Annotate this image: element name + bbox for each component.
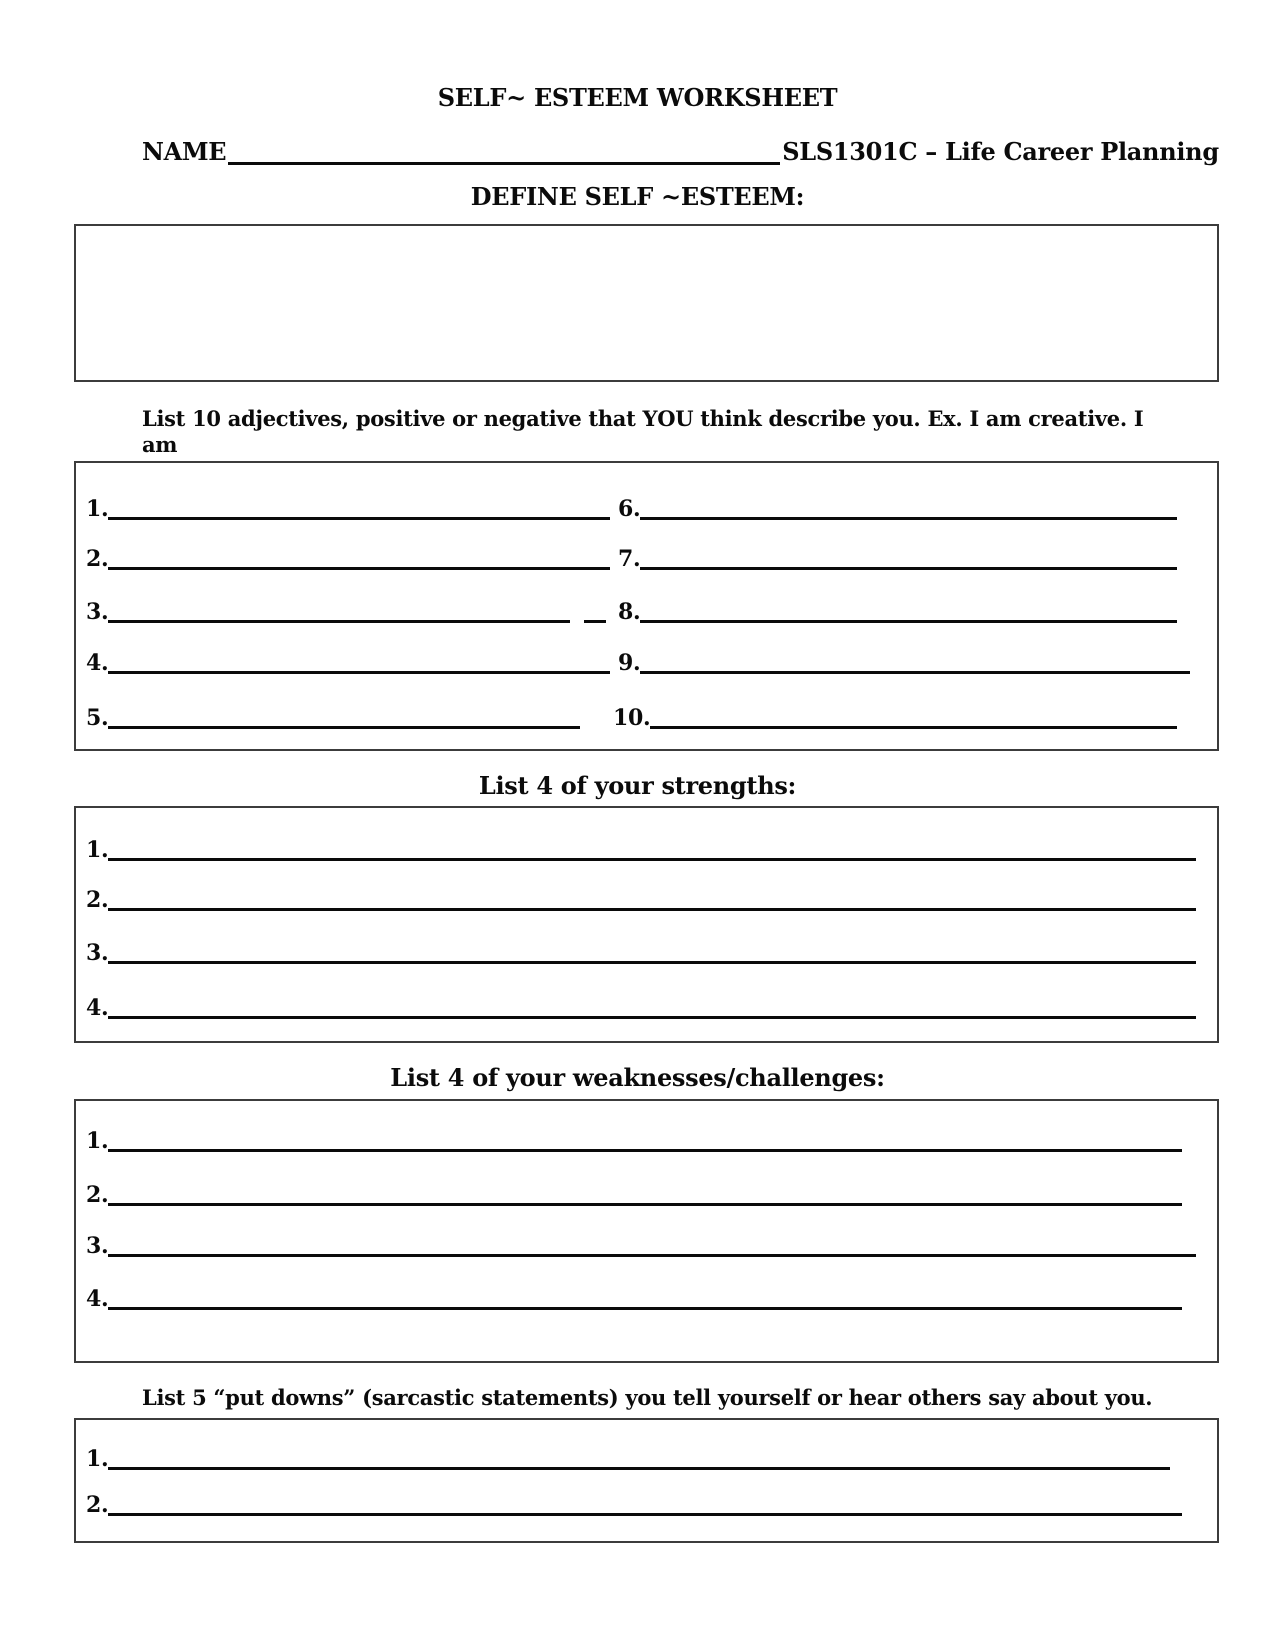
adjective-row-1 bbox=[86, 490, 610, 520]
strength-number-4: 4. bbox=[86, 995, 109, 1021]
adjective-row-4 bbox=[86, 644, 610, 674]
strength-row-1 bbox=[86, 831, 1196, 861]
adjective-number-8: 8. bbox=[618, 599, 641, 625]
adjective-number-3: 3. bbox=[86, 599, 109, 625]
page-title: SELF~ ESTEEM WORKSHEET bbox=[437, 83, 838, 112]
strength-row-2 bbox=[86, 881, 1196, 911]
name-label: NAME bbox=[142, 137, 227, 166]
weakness-number-4: 4. bbox=[86, 1286, 109, 1312]
putdowns-instruction: List 5 “put downs” (sarcastic statements) you tell yourself or hear others say about you. bbox=[142, 1385, 1153, 1410]
strength-number-1: 1. bbox=[86, 837, 109, 863]
adjective-row-2 bbox=[86, 540, 610, 570]
adjective-number-2: 2. bbox=[86, 546, 109, 572]
adjective-answer-line-10[interactable] bbox=[650, 726, 1177, 729]
adjective-number-9: 9. bbox=[618, 650, 641, 676]
adjective-answer-line-5[interactable] bbox=[108, 726, 580, 729]
adjective-answer-line-3-extra[interactable] bbox=[584, 620, 606, 623]
weaknesses-heading: List 4 of your weaknesses/challenges: bbox=[390, 1063, 885, 1092]
strengths-heading: List 4 of your strengths: bbox=[478, 771, 797, 800]
weakness-answer-line-4[interactable] bbox=[108, 1307, 1182, 1310]
adjective-number-6: 6. bbox=[618, 496, 641, 522]
adjective-row-8 bbox=[618, 593, 1177, 623]
weakness-answer-line-3[interactable] bbox=[108, 1254, 1196, 1257]
adjective-answer-line-1[interactable] bbox=[108, 517, 610, 520]
weakness-row-3 bbox=[86, 1227, 1196, 1257]
adjective-answer-line-8[interactable] bbox=[640, 620, 1177, 623]
adjective-answer-line-7[interactable] bbox=[640, 567, 1177, 570]
putdown-number-2: 2. bbox=[86, 1492, 109, 1518]
adjective-row-3 bbox=[86, 593, 606, 623]
weakness-answer-line-1[interactable] bbox=[108, 1149, 1182, 1152]
putdown-number-1: 1. bbox=[86, 1446, 109, 1472]
adjective-answer-line-3[interactable] bbox=[108, 620, 570, 623]
putdown-answer-line-2[interactable] bbox=[108, 1513, 1182, 1516]
adjective-answer-line-6[interactable] bbox=[640, 517, 1177, 520]
adjectives-box bbox=[74, 461, 1219, 751]
weakness-row-2 bbox=[86, 1176, 1182, 1206]
putdowns-box bbox=[74, 1418, 1219, 1543]
weakness-number-3: 3. bbox=[86, 1233, 109, 1259]
weakness-answer-line-2[interactable] bbox=[108, 1203, 1182, 1206]
adjective-number-7: 7. bbox=[618, 546, 641, 572]
adjective-row-6 bbox=[618, 490, 1177, 520]
putdown-answer-line-1[interactable] bbox=[108, 1467, 1170, 1470]
adjective-number-10: 10. bbox=[613, 705, 651, 731]
adjective-row-7 bbox=[618, 540, 1177, 570]
name-input-line[interactable] bbox=[228, 162, 780, 165]
adjective-number-1: 1. bbox=[86, 496, 109, 522]
adjective-row-10 bbox=[613, 699, 1177, 729]
adjective-row-5 bbox=[86, 699, 580, 729]
weaknesses-box bbox=[74, 1099, 1219, 1363]
course-label: SLS1301C – Life Career Planning bbox=[782, 137, 1219, 166]
weakness-row-4 bbox=[86, 1280, 1182, 1310]
adjective-number-5: 5. bbox=[86, 705, 109, 731]
putdown-row-2 bbox=[86, 1486, 1182, 1516]
putdown-row-1 bbox=[86, 1440, 1170, 1470]
strengths-box bbox=[74, 806, 1219, 1043]
strength-answer-line-2[interactable] bbox=[108, 908, 1196, 911]
adjective-answer-line-4[interactable] bbox=[108, 671, 610, 674]
adjective-number-4: 4. bbox=[86, 650, 109, 676]
define-answer-box[interactable] bbox=[74, 224, 1219, 382]
weakness-number-2: 2. bbox=[86, 1182, 109, 1208]
strength-answer-line-3[interactable] bbox=[108, 961, 1196, 964]
adjective-answer-line-9[interactable] bbox=[640, 671, 1190, 674]
adjective-answer-line-2[interactable] bbox=[108, 567, 610, 570]
define-heading: DEFINE SELF ~ESTEEM: bbox=[470, 182, 805, 211]
strength-answer-line-4[interactable] bbox=[108, 1016, 1196, 1019]
adjectives-instruction-line-1: List 10 adjectives, positive or negative that YOU think describe you. Ex. I am creative. I am bbox=[142, 406, 1144, 457]
strength-number-3: 3. bbox=[86, 940, 109, 966]
weakness-number-1: 1. bbox=[86, 1128, 109, 1154]
adjective-row-9 bbox=[618, 644, 1190, 674]
strength-number-2: 2. bbox=[86, 887, 109, 913]
strength-row-4 bbox=[86, 989, 1196, 1019]
name-row bbox=[142, 134, 1219, 166]
strength-answer-line-1[interactable] bbox=[108, 858, 1196, 861]
strength-row-3 bbox=[86, 934, 1196, 964]
weakness-row-1 bbox=[86, 1122, 1182, 1152]
